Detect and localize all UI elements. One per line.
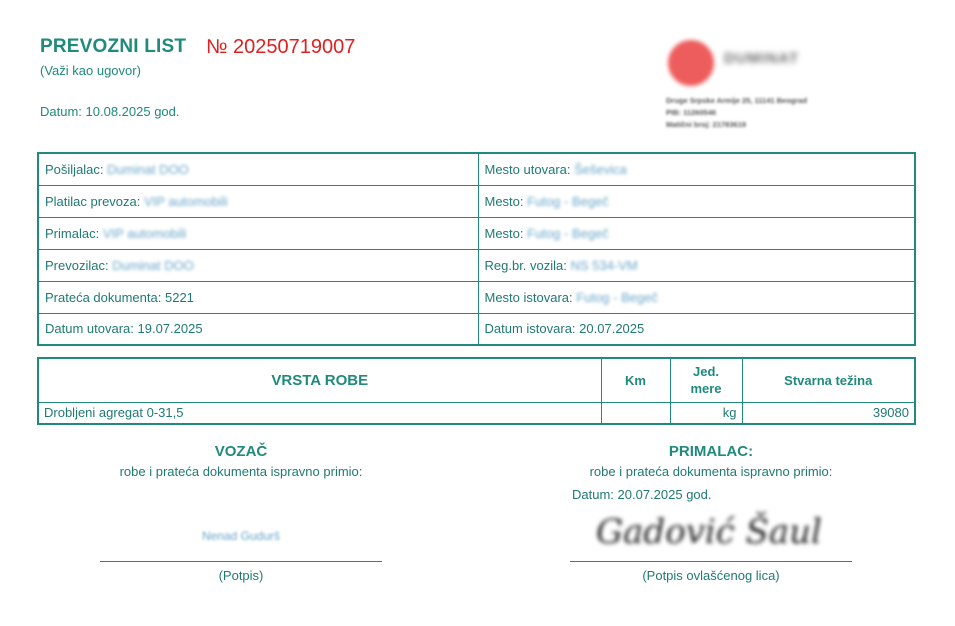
field-value: 20.07.2025 bbox=[579, 321, 645, 337]
driver-signature-label: (Potpis) bbox=[218, 568, 264, 583]
field-value: Šeševica bbox=[574, 161, 627, 177]
field-value: 19.07.2025 bbox=[137, 321, 203, 337]
driver-name: Nenad Gudurš bbox=[201, 529, 281, 543]
receiver-date: Datum: 20.07.2025 god. bbox=[572, 487, 712, 502]
carrier-cell bbox=[38, 249, 478, 281]
loading-date-cell bbox=[38, 313, 478, 345]
field-value: 5221 bbox=[164, 289, 194, 305]
field-label: Datum utovara: bbox=[45, 321, 134, 337]
field-label: Prateća dokumenta: bbox=[45, 289, 162, 305]
company-registration: Matični broj: 21783619 bbox=[666, 120, 747, 129]
table-row bbox=[38, 281, 915, 313]
field-label: Mesto utovara: bbox=[484, 161, 571, 177]
driver-statement: robe i prateća dokumenta ispravno primio: bbox=[119, 464, 363, 479]
goods-table bbox=[37, 357, 916, 425]
table-row bbox=[38, 185, 915, 217]
table-row bbox=[38, 402, 915, 424]
field-value: Futog - Begeč bbox=[527, 225, 609, 241]
field-value: NS 534-VM bbox=[570, 257, 638, 273]
km-header: Km bbox=[601, 358, 670, 402]
km-cell bbox=[601, 402, 670, 424]
payer-cell bbox=[38, 185, 478, 217]
field-label: Mesto: bbox=[484, 225, 524, 241]
loading-place-cell bbox=[478, 153, 915, 185]
sender-cell bbox=[38, 153, 478, 185]
company-pib: PIB: 11260546 bbox=[666, 108, 717, 117]
document-title: PREVOZNI LIST bbox=[40, 36, 187, 57]
driver-heading: VOZAČ bbox=[214, 443, 268, 460]
unit-cell: kg bbox=[670, 402, 742, 424]
table-row bbox=[38, 249, 915, 281]
driver-signature-line bbox=[100, 561, 382, 562]
unloading-place-cell bbox=[478, 281, 915, 313]
field-label: Reg.br. vozila: bbox=[484, 257, 567, 273]
receiver-signature: Gadović Šaul bbox=[596, 512, 822, 552]
receiver-signature-label: (Potpis ovlašćenog lica) bbox=[642, 568, 780, 583]
receiver-cell bbox=[38, 217, 478, 249]
receiver-statement: robe i prateća dokumenta ispravno primio: bbox=[589, 464, 833, 479]
company-name: DUMINAT bbox=[724, 50, 800, 67]
field-label: Mesto istovara: bbox=[484, 289, 573, 305]
table-row bbox=[38, 153, 915, 185]
table-row bbox=[38, 313, 915, 345]
field-value: Duminat DOO bbox=[107, 161, 189, 177]
document-date: Datum: 10.08.2025 god. bbox=[40, 104, 180, 119]
field-label: Platilac prevoza: bbox=[45, 193, 141, 209]
document-subtitle: (Važi kao ugovor) bbox=[40, 63, 141, 78]
accompanying-docs-cell bbox=[38, 281, 478, 313]
field-label: Prevozilac: bbox=[45, 257, 109, 273]
field-label: Datum istovara: bbox=[484, 321, 576, 337]
document-number: № 20250719007 bbox=[206, 36, 356, 58]
place-cell bbox=[478, 217, 915, 249]
field-value: Duminat DOO bbox=[112, 257, 194, 273]
goods-type-cell: Drobljeni agregat 0-31,5 bbox=[38, 402, 601, 424]
field-label: Pošiljalac: bbox=[45, 161, 104, 177]
weight-cell: 39080 bbox=[742, 402, 915, 424]
field-value: VIP automobili bbox=[144, 193, 228, 209]
place-cell bbox=[478, 185, 915, 217]
table-row bbox=[38, 217, 915, 249]
field-value: VIP automobili bbox=[102, 225, 187, 241]
weight-header: Stvarna težina bbox=[742, 358, 915, 402]
company-address: Druge Srpske Armije 25, 11141 Beograd bbox=[666, 96, 808, 105]
goods-header-row bbox=[38, 358, 915, 402]
field-label: Mesto: bbox=[484, 193, 524, 209]
unit-header: Jed. mere bbox=[670, 358, 742, 402]
shipment-info-table bbox=[37, 152, 916, 346]
receiver-signature-line bbox=[570, 561, 852, 562]
vehicle-registration-cell bbox=[478, 249, 915, 281]
goods-type-header: VRSTA ROBE bbox=[38, 358, 601, 402]
receiver-heading: PRIMALAC: bbox=[668, 443, 754, 460]
field-value: Futog - Begeč bbox=[576, 289, 658, 305]
field-label: Primalac: bbox=[45, 225, 100, 241]
unloading-date-cell bbox=[478, 313, 915, 345]
company-logo bbox=[664, 38, 864, 128]
logo-mark-icon bbox=[668, 40, 714, 86]
field-value: Futog - Begeč bbox=[527, 193, 609, 209]
